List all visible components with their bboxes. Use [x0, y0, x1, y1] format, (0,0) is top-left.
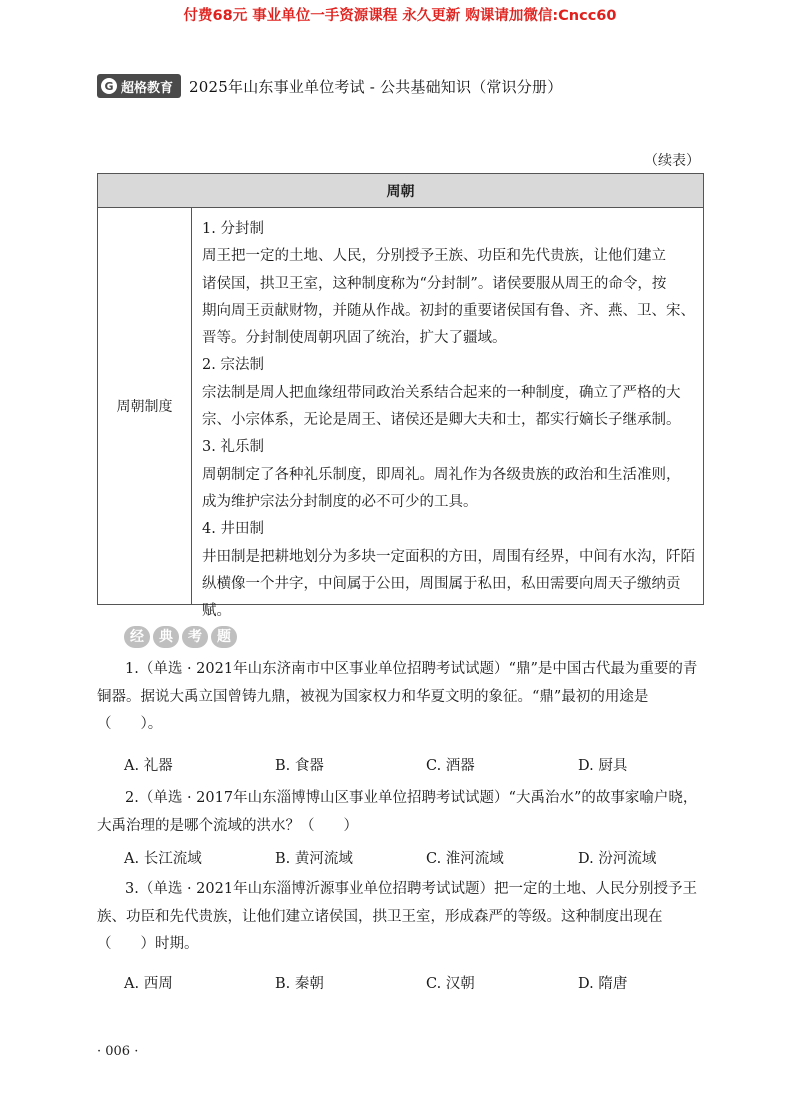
zhou-dynasty-table — [97, 173, 704, 620]
heading-char: 题 — [211, 626, 237, 648]
option-d: D. 汾河流域 — [578, 851, 657, 867]
option-a: A. 西周 — [124, 976, 173, 992]
question-2-options — [124, 847, 684, 871]
page-number: · 006 · — [97, 1044, 139, 1059]
option-c: C. 淮河流域 — [426, 851, 504, 867]
table-line: 井田制是把耕地划分为多块一定面积的方田，周围有经界，中间有水沟，阡陌 — [202, 548, 695, 565]
table-line: 成为维护宗法分封制度的必不可少的工具。 — [202, 493, 478, 510]
option-d: D. 隋唐 — [578, 976, 628, 992]
table-line: 2. 宗法制 — [202, 357, 264, 374]
option-a: A. 礼器 — [124, 758, 173, 774]
table-line: 宗法制是周人把血缘纽带同政治关系结合起来的一种制度，确立了严格的大 — [202, 384, 681, 401]
table-line: 期向周王贡献财物，并随从作战。初封的重要诸侯国有鲁、齐、燕、卫、宋、 — [202, 302, 695, 319]
table-row — [98, 208, 703, 620]
table-line: 晋等。分封制使周朝巩固了统治，扩大了疆域。 — [202, 330, 507, 347]
table-line: 1. 分封制 — [202, 221, 264, 237]
row-label: 周朝制度 — [98, 208, 192, 604]
table-line: 诸侯国，拱卫王室，这种制度称为“分封制”。诸侯要服从周王的命令，按 — [202, 275, 667, 292]
question-1-options — [124, 754, 684, 778]
book-title: 2025年山东事业单位考试 - 公共基础知识（常识分册） — [189, 77, 563, 96]
option-b: B. 黄河流域 — [275, 851, 353, 867]
question-3-options — [124, 972, 684, 996]
heading-char: 考 — [182, 626, 208, 648]
logo-icon: G — [101, 78, 117, 94]
heading-char: 经 — [124, 626, 150, 648]
page-header — [97, 74, 562, 98]
table-header: 周朝 — [98, 174, 703, 208]
option-b: B. 秦朝 — [275, 976, 324, 992]
promo-banner: 付费68元 事业单位一手资源课程 永久更新 购课请加微信:Cncc60 — [183, 8, 617, 24]
question-3-text: 3.（单选 · 2021年山东淄博沂源事业单位招聘考试试题）把一定的土地、人民分别授予王族、功臣和先代贵族，让他们建立诸侯国，拱卫王室，形成森严的等级。这种制度出现在（ ）时期。 — [97, 881, 698, 952]
heading-char: 典 — [153, 626, 179, 648]
table-line: 3. 礼乐制 — [202, 439, 264, 456]
continued-label: （续表） — [644, 153, 700, 169]
option-c: C. 酒器 — [426, 758, 475, 774]
table-line: 4. 井田制 — [202, 521, 264, 538]
table-line: 周王把一定的土地、人民，分别授予王族、功臣和先代贵族，让他们建立 — [202, 248, 666, 265]
question-2-text: 2.（单选 · 2017年山东淄博博山区事业单位招聘考试试题）“大禹治水”的故事家喻户晓，大禹治理的是哪个流域的洪水？（ ） — [97, 790, 698, 834]
brand-logo — [97, 74, 181, 98]
table-line: 周朝制定了各种礼乐制度，即周礼。周礼作为各级贵族的政治和生活准则， — [202, 466, 681, 483]
table-line: 宗、小宗体系，无论是周王、诸侯还是卿大夫和士，都实行嫡长子继承制。 — [202, 412, 681, 429]
option-c: C. 汉朝 — [426, 976, 475, 992]
table-line: 纵横像一个井字，中间属于公田，周围属于私田，私田需要向周天子缴纳贡赋。 — [202, 575, 681, 620]
classic-questions-heading — [124, 626, 237, 648]
option-b: B. 食器 — [275, 758, 324, 774]
logo-text: 超格教育 — [121, 80, 174, 96]
question-1-text: 1.（单选 · 2021年山东济南市中区事业单位招聘考试试题）“鼎”是中国古代最为重要的青铜器。据说大禹立国曾铸九鼎，被视为国家权力和华夏文明的象征。“鼎”最初的用途是（ ）。 — [97, 661, 698, 732]
option-d: D. 厨具 — [578, 758, 628, 774]
row-content — [192, 208, 703, 620]
option-a: A. 长江流域 — [124, 851, 202, 867]
